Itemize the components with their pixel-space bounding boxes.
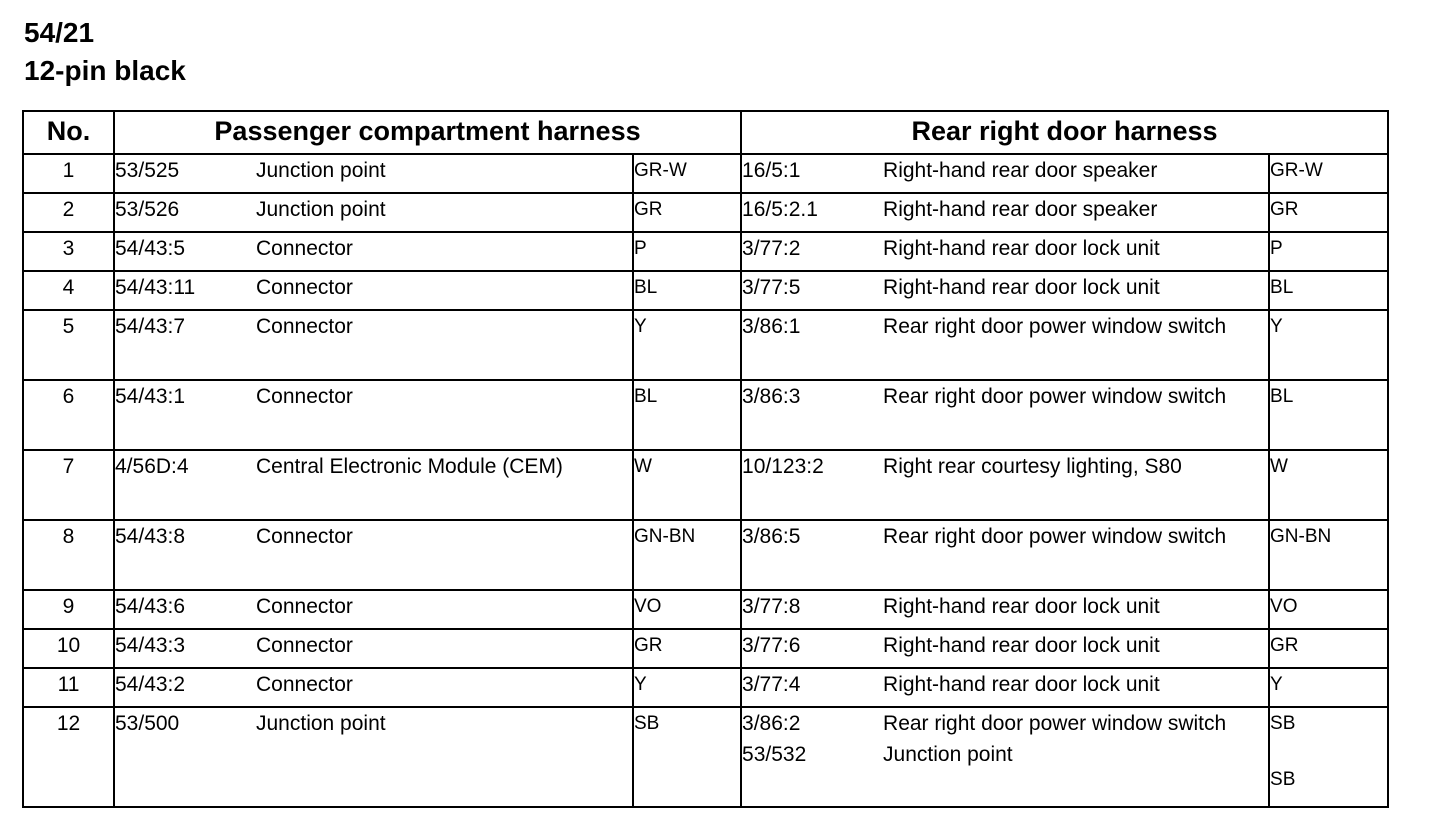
pin-rows [23, 154, 1388, 807]
rear-door-description: Right-hand rear door lock unit [883, 595, 1160, 618]
rear-door-description: Rear right door power window switch [883, 315, 1227, 338]
passenger-ref: 54/43:5 [115, 237, 186, 260]
connector-id: 54/21 [24, 17, 95, 48]
passenger-ref: 4/56D:4 [115, 455, 189, 478]
passenger-wire-color: VO [634, 596, 662, 617]
rear-door-wire-color: Y [1270, 316, 1283, 337]
rear-door-ref-secondary: 53/532 [742, 743, 807, 766]
pin-number: 9 [62, 595, 75, 618]
passenger-ref: 53/526 [115, 198, 180, 221]
rear-door-description: Rear right door power window switch [883, 525, 1227, 548]
rear-door-wire-color: GN-BN [1270, 526, 1332, 547]
rear-door-ref: 3/86:2 [742, 712, 801, 735]
table-row [23, 271, 1388, 310]
passenger-description: Central Electronic Module (CEM) [256, 455, 563, 478]
table-row [23, 590, 1388, 629]
passenger-wire-color: BL [634, 277, 658, 298]
rear-door-description: Right rear courtesy lighting, S80 [883, 455, 1182, 478]
rear-door-description: Right-hand rear door lock unit [883, 276, 1160, 299]
table-row [23, 154, 1388, 193]
passenger-wire-color: BL [634, 386, 658, 407]
connector-description: 12-pin black [24, 55, 186, 86]
rear-door-description: Right-hand rear door speaker [883, 198, 1158, 221]
passenger-wire-color: W [634, 456, 652, 477]
rear-door-description: Right-hand rear door speaker [883, 159, 1158, 182]
passenger-description: Connector [256, 595, 353, 618]
rear-door-wire-color: BL [1270, 386, 1294, 407]
passenger-description: Junction point [256, 712, 386, 735]
rear-door-description: Right-hand rear door lock unit [883, 634, 1160, 657]
rear-door-description: Right-hand rear door lock unit [883, 673, 1160, 696]
rear-door-description: Rear right door power window switch [883, 385, 1227, 408]
table-row [23, 193, 1388, 232]
header-passenger-harness: Passenger compartment harness [114, 111, 741, 150]
pin-number: 8 [62, 525, 75, 548]
passenger-wire-color: GR-W [634, 160, 687, 181]
table-row [23, 520, 1388, 590]
table-row [23, 310, 1388, 380]
rear-door-ref: 3/86:1 [742, 315, 801, 338]
passenger-ref: 54/43:7 [115, 315, 186, 338]
rear-door-ref: 3/86:5 [742, 525, 801, 548]
passenger-description: Connector [256, 237, 353, 260]
passenger-ref: 54/43:8 [115, 525, 186, 548]
passenger-wire-color: GR [634, 635, 663, 656]
rear-door-ref: 3/86:3 [742, 385, 801, 408]
rear-door-description: Right-hand rear door lock unit [883, 237, 1160, 260]
rear-door-description: Rear right door power window switch [883, 712, 1227, 735]
passenger-ref: 54/43:1 [115, 385, 186, 408]
rear-door-wire-color: GR-W [1270, 160, 1323, 181]
pin-number: 4 [62, 276, 75, 299]
passenger-ref: 54/43:11 [115, 276, 196, 299]
pin-number: 10 [56, 634, 81, 657]
rear-door-wire-color: GR [1270, 199, 1299, 220]
pin-number: 1 [62, 159, 75, 182]
pin-number: 2 [62, 198, 75, 221]
passenger-ref: 54/43:6 [115, 595, 186, 618]
rear-door-ref: 16/5:1 [742, 159, 801, 182]
rear-door-wire-color: SB [1270, 713, 1296, 734]
pin-number: 6 [62, 385, 75, 408]
passenger-description: Junction point [256, 159, 386, 182]
rear-door-wire-color: GR [1270, 635, 1299, 656]
table-row [23, 232, 1388, 271]
table-header-row [23, 111, 1388, 150]
pin-number: 3 [62, 237, 75, 260]
pin-number: 7 [62, 455, 75, 478]
passenger-wire-color: GN-BN [634, 526, 696, 547]
rear-door-description-secondary: Junction point [883, 743, 1013, 766]
header-no: No. [23, 111, 114, 150]
header-rear-door-harness: Rear right door harness [741, 111, 1388, 150]
passenger-description: Junction point [256, 198, 386, 221]
passenger-description: Connector [256, 673, 353, 696]
rear-door-wire-color: BL [1270, 277, 1294, 298]
passenger-description: Connector [256, 634, 353, 657]
passenger-description: Connector [256, 276, 353, 299]
rear-door-ref: 3/77:5 [742, 276, 801, 299]
passenger-ref: 54/43:3 [115, 634, 186, 657]
rear-door-wire-color: VO [1270, 596, 1298, 617]
table-row [23, 380, 1388, 450]
table-row [23, 629, 1388, 668]
rear-door-ref: 3/77:2 [742, 237, 801, 260]
passenger-ref: 53/500 [115, 712, 180, 735]
passenger-description: Connector [256, 525, 353, 548]
passenger-wire-color: GR [634, 199, 663, 220]
passenger-description: Connector [256, 385, 353, 408]
pin-table [22, 110, 1389, 808]
rear-door-ref: 16/5:2.1 [742, 198, 818, 221]
rear-door-ref: 3/77:8 [742, 595, 801, 618]
passenger-wire-color: SB [634, 713, 660, 734]
rear-door-ref: 10/123:2 [742, 455, 824, 478]
table-row [23, 707, 1388, 807]
pin-number: 12 [56, 712, 81, 735]
table-row [23, 668, 1388, 707]
rear-door-wire-color-secondary: SB [1270, 769, 1296, 790]
passenger-description: Connector [256, 315, 353, 338]
table-row [23, 450, 1388, 520]
pin-number: 11 [57, 673, 80, 696]
passenger-ref: 54/43:2 [115, 673, 186, 696]
rear-door-ref: 3/77:4 [742, 673, 801, 696]
rear-door-wire-color: W [1270, 456, 1288, 477]
passenger-wire-color: Y [634, 316, 647, 337]
rear-door-ref: 3/77:6 [742, 634, 801, 657]
rear-door-wire-color: P [1270, 238, 1283, 259]
passenger-wire-color: Y [634, 674, 647, 695]
pin-number: 5 [62, 315, 75, 338]
passenger-wire-color: P [634, 238, 647, 259]
rear-door-wire-color: Y [1270, 674, 1283, 695]
passenger-ref: 53/525 [115, 159, 180, 182]
